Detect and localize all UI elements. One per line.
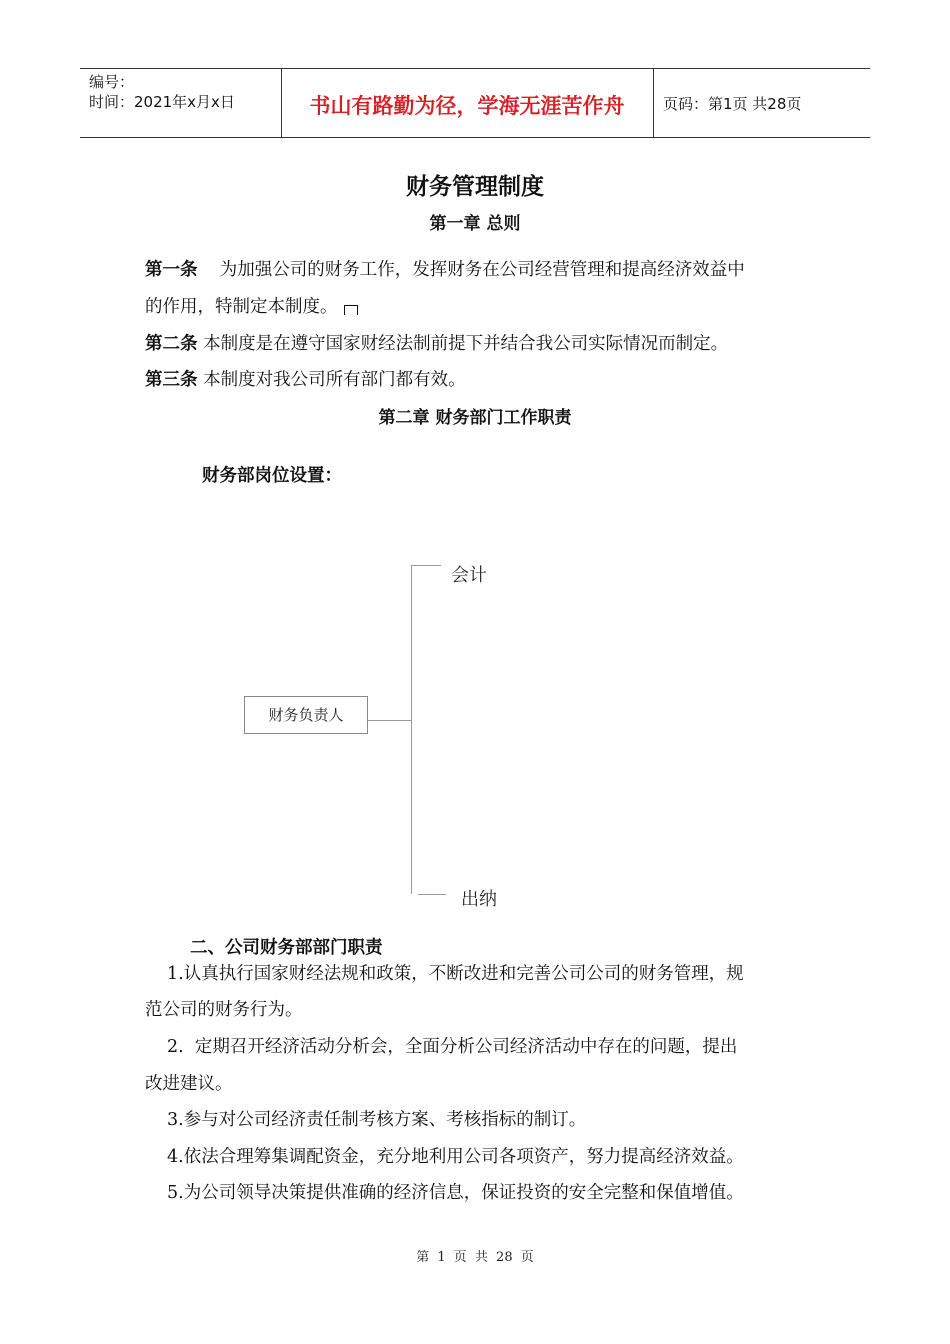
- article-1-line-1: [145, 256, 745, 281]
- duty-5: 5.为公司领导决策提供准确的经济信息，保证投资的安全完整和保值增值。: [167, 1183, 744, 1203]
- time-label: 时间：2021年x月x日: [89, 93, 235, 111]
- header-motto-cell: [281, 69, 654, 137]
- header-page-cell: [654, 69, 870, 137]
- article-2-label: 第二条: [145, 334, 198, 354]
- article-1-line-2: [145, 293, 358, 318]
- article-2: [145, 330, 728, 355]
- chapter-1-heading: 第一章 总则: [429, 214, 521, 234]
- article-1-label: 第一条: [145, 260, 198, 280]
- article-3-label: 第三条: [145, 370, 198, 390]
- org-child-cashier: 出纳: [461, 889, 497, 910]
- header-left-cell: [80, 69, 282, 137]
- article-3: [145, 366, 466, 391]
- edit-mark-icon: [344, 305, 358, 315]
- section-2-heading: 二、公司财务部部门职责: [190, 938, 383, 958]
- org-child-accounting: 会计: [451, 565, 487, 586]
- article-2-text: 本制度是在遵守国家财经法制前提下并结合我公司实际情况而制定。: [203, 334, 729, 354]
- duty-2-line-1: 2. 定期召开经济活动分析会，全面分析公司经济活动中存在的问题，提出: [167, 1037, 738, 1057]
- header-table: [80, 68, 870, 138]
- duty-1-line-1: 1.认真执行国家财经法规和政策，不断改进和完善公司公司的财务管理，规: [167, 964, 744, 984]
- chapter-2-heading: 第二章 财务部门工作职责: [378, 408, 572, 428]
- org-root-box: 财务负责人: [244, 696, 368, 734]
- duty-1-line-2: 范公司的财务行为。: [145, 1000, 303, 1020]
- positions-heading: 财务部岗位设置：: [202, 466, 342, 486]
- article-1-text-1: 为加强公司的财务工作，发挥财务在公司经营管理和提高经济效益中: [197, 260, 745, 280]
- org-connector-vertical: [411, 565, 412, 894]
- article-1-text-2: 的作用，特制定本制度。: [145, 297, 338, 317]
- page-footer: 第 1 页 共 28 页: [416, 1250, 534, 1265]
- duty-4: 4.依法合理筹集调配资金，充分地利用公司各项资产，努力提高经济效益。: [167, 1147, 744, 1167]
- duty-2-line-2: 改进建议。: [145, 1074, 233, 1094]
- motto-text: 书山有路勤为径，学海无涯苦作舟: [309, 93, 625, 118]
- org-connector-root: [368, 720, 412, 721]
- document-title: 财务管理制度: [406, 173, 544, 200]
- duty-3: 3.参与对公司经济责任制考核方案、考核指标的制订。: [167, 1110, 587, 1130]
- page-code: 页码：第1页 共28页: [663, 95, 802, 113]
- article-3-text: 本制度对我公司所有部门都有效。: [203, 370, 466, 390]
- org-connector-top: [411, 565, 441, 566]
- number-label: 编号：: [89, 73, 135, 91]
- org-connector-bottom: [418, 894, 446, 895]
